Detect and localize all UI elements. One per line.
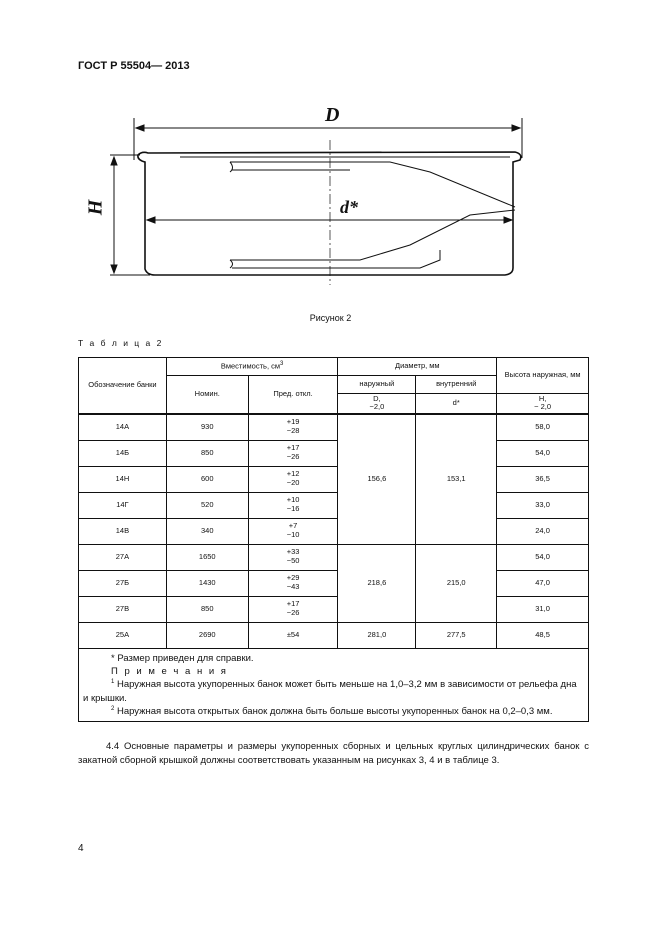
cell-tolerance: +10 −16	[248, 492, 338, 518]
header-designation: Обозначение банки	[79, 358, 167, 414]
cell-nominal: 930	[166, 414, 248, 441]
header-nominal: Номин.	[166, 376, 248, 414]
table-row	[79, 492, 589, 518]
cell-height: 31,0	[497, 596, 589, 622]
cell-tolerance: ±54	[248, 622, 338, 648]
header-diameter: Диаметр, мм	[338, 358, 497, 376]
cell-outer-diameter: 156,6	[338, 414, 416, 545]
cell-designation: 14А	[79, 414, 167, 441]
cell-nominal: 1650	[166, 544, 248, 570]
cell-inner-diameter: 153,1	[416, 414, 497, 545]
cell-inner-diameter: 215,0	[416, 544, 497, 622]
cell-tolerance: +12 −20	[248, 466, 338, 492]
cell-designation: 27Б	[79, 570, 167, 596]
cell-tolerance: +7 −10	[248, 518, 338, 544]
header-outer: наружный	[338, 376, 416, 394]
cell-nominal: 600	[166, 466, 248, 492]
cell-nominal: 2690	[166, 622, 248, 648]
cell-designation: 25А	[79, 622, 167, 648]
cell-tolerance: +33 −50	[248, 544, 338, 570]
note-2: $^2$ Наружная высота открытых банок должна быть больше высоты укупоренных банок на 0,2–0,3 мм.	[111, 705, 553, 717]
cell-designation: 14Н	[79, 466, 167, 492]
table-notes	[79, 648, 589, 722]
cell-nominal: 520	[166, 492, 248, 518]
figure-caption: Рисунок 2	[309, 313, 352, 323]
header-D: D, −2,0	[338, 394, 416, 414]
header-inner: внутренний	[416, 376, 497, 394]
note-star: * Размер приведен для справки.	[111, 652, 254, 664]
can-drawing	[90, 100, 540, 285]
table-row	[79, 596, 589, 622]
header-H: H, − 2,0	[497, 394, 589, 414]
cell-designation: 14В	[79, 518, 167, 544]
cell-height: 54,0	[497, 544, 589, 570]
cell-height: 33,0	[497, 492, 589, 518]
table-row	[79, 518, 589, 544]
cell-height: 47,0	[497, 570, 589, 596]
note-1: $^1$ Наружная высота укупоренных банок может быть меньше на 1,0–3,2 мм в зависимости от рельефа дна и крышки.	[83, 679, 577, 704]
label-d: d*	[340, 197, 358, 217]
header-capacity: Вместимость, $см^3$	[166, 358, 338, 376]
page-number: 4	[78, 843, 84, 854]
cell-height: 24,0	[497, 518, 589, 544]
header-tolerance: Пред. откл.	[248, 376, 338, 414]
table-row	[79, 544, 589, 570]
cell-inner-diameter: 277,5	[416, 622, 497, 648]
table-row	[79, 414, 589, 441]
header-d: d*	[416, 394, 497, 414]
cell-designation: 14Б	[79, 440, 167, 466]
cell-outer-diameter: 281,0	[338, 622, 416, 648]
document-header: ГОСТ Р 55504— 2013	[78, 60, 190, 72]
table-row	[79, 440, 589, 466]
cell-nominal: 850	[166, 440, 248, 466]
cell-height: 48,5	[497, 622, 589, 648]
cell-height: 58,0	[497, 414, 589, 441]
label-D: D	[325, 104, 340, 126]
cell-tolerance: +17 −26	[248, 440, 338, 466]
cell-nominal: 850	[166, 596, 248, 622]
can-dimensions-table	[78, 357, 589, 722]
cell-tolerance: +19 −28	[248, 414, 338, 441]
cell-designation: 27А	[79, 544, 167, 570]
table-caption: Т а б л и ц а 2	[78, 338, 164, 348]
cell-nominal: 1430	[166, 570, 248, 596]
cell-nominal: 340	[166, 518, 248, 544]
paragraph-4-4: 4.4 Основные параметры и размеры укупоренных сборных и цельных круглых цилиндрических банок с закатной сборной крышкой должны соответствовать указанным на рисунках 3, 4 и в таблице 3.	[78, 741, 589, 766]
cell-tolerance: +17 −26	[248, 596, 338, 622]
table-row	[79, 466, 589, 492]
cell-designation: 27В	[79, 596, 167, 622]
label-H: H	[84, 199, 107, 216]
cell-outer-diameter: 218,6	[338, 544, 416, 622]
cell-tolerance: +29 −43	[248, 570, 338, 596]
table-row	[79, 570, 589, 596]
cell-designation: 14Г	[79, 492, 167, 518]
cell-height: 54,0	[497, 440, 589, 466]
header-height: Высота наружная, мм	[497, 358, 589, 394]
notes-title: П р и м е ч а н и я	[111, 665, 228, 677]
cell-height: 36,5	[497, 466, 589, 492]
table-row	[79, 622, 589, 648]
